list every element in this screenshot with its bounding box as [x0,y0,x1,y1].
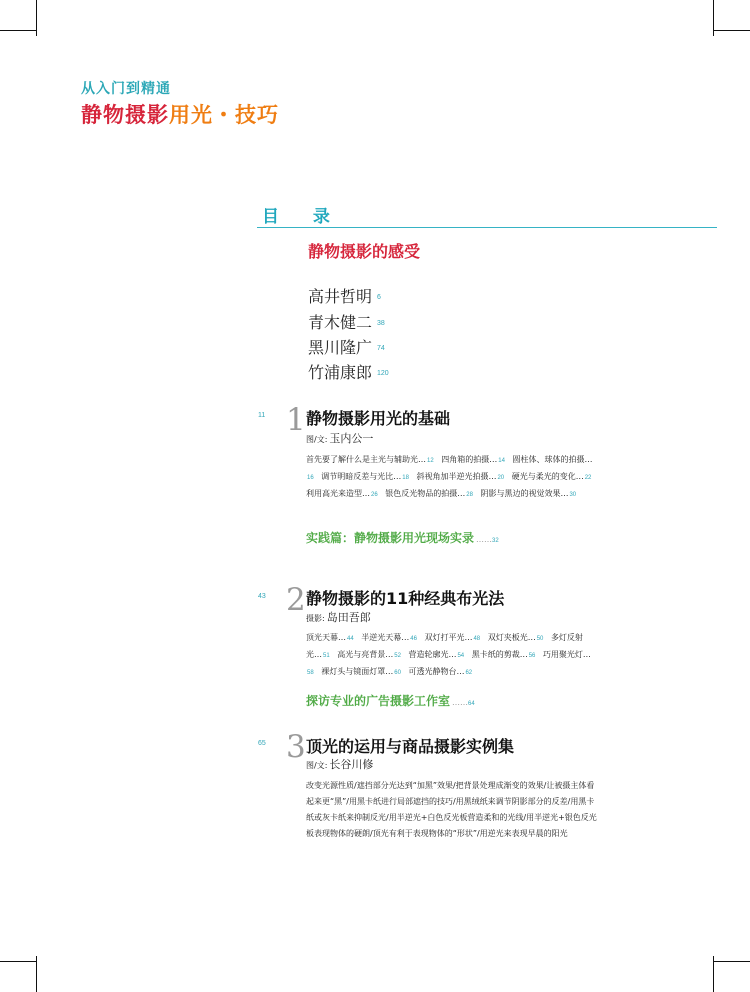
item-page: 28 [466,492,473,498]
item-page: 26 [371,492,378,498]
item-page: 16 [307,475,314,481]
item-text: 利用高光来造型… [306,489,370,498]
item-page: 12 [427,458,434,464]
credit-name: 岛田吾郎 [326,611,371,624]
credit-label: 图/文: [306,435,328,444]
author-name: 竹浦康郎 [308,363,373,382]
credit-label: 图/文: [306,761,328,770]
toc-item[interactable] [306,633,359,642]
item-page: 54 [457,653,465,659]
toc-item[interactable] [408,650,469,659]
author-name: 青木健二 [308,313,373,332]
item-page: 30 [569,492,577,498]
toc-item[interactable] [408,667,477,676]
item-page: 22 [584,475,592,481]
toc-item[interactable] [488,633,549,642]
crop-mark [713,0,714,36]
item-page: 46 [410,636,417,642]
item-text: 调节明暗反差与光比… [321,472,402,481]
item-text: 黑卡纸的剪裁… [471,650,528,659]
item-text: 双灯夹板光… [487,633,536,642]
feature-heading: 静物摄影的感受 [308,242,421,261]
chapter-start-page: 11 [258,412,266,419]
toc-item[interactable] [424,633,485,642]
chapter-items [306,630,598,681]
item-page: 18 [402,475,409,481]
studio-visit-page: 64 [468,701,475,707]
toc-item[interactable] [512,472,597,481]
page-number: 74 [377,345,385,352]
crop-mark [0,961,36,962]
chapter-title[interactable]: 顶光的运用与商品摄影实例集 [306,737,515,756]
page-number: 6 [377,294,381,301]
chapter-title[interactable]: 静物摄影用光的基础 [306,409,451,428]
chapter-start-page: 43 [258,593,266,600]
author-entry[interactable] [308,360,389,383]
author-entry[interactable] [308,310,385,333]
studio-visit-title: 探访专业的广告摄影工作室 [306,694,451,708]
toc-item[interactable] [321,472,414,481]
item-text: 巧用聚光灯… [542,650,591,659]
item-page: 62 [465,670,473,676]
crop-mark [714,30,750,31]
page-number: 38 [377,320,385,327]
item-page: 56 [528,653,536,659]
item-text: 高光与亮背景… [337,650,394,659]
item-text: 多灯反射光… [306,633,583,659]
crop-mark [713,956,714,992]
toc-item[interactable] [416,472,509,481]
chapter-number: 2 [286,582,306,618]
item-page: 58 [307,670,314,676]
book-title-part2: 用光・技巧 [169,103,279,127]
author-entry[interactable] [308,284,381,307]
toc-divider [257,227,717,228]
toc-item[interactable] [337,650,406,659]
item-text: 首先要了解什么是主光与辅助光… [306,455,426,464]
toc-item[interactable] [441,455,510,464]
book-title [81,99,279,129]
toc-item[interactable] [480,489,581,498]
author-name: 黑川隆广 [308,338,373,357]
item-page: 52 [394,653,401,659]
toc-item[interactable] [361,633,422,642]
chapter-items [306,452,598,503]
item-text: 四角箱的拍摄… [441,455,498,464]
crop-mark [36,0,37,36]
item-page: 50 [536,636,544,642]
credit-name: 玉内公一 [329,432,374,445]
item-page: 20 [497,475,505,481]
chapter-credit [306,756,373,772]
toc-item[interactable] [472,650,541,659]
toc-item[interactable] [306,489,383,498]
crop-mark [0,30,36,31]
item-text: 可透光静物台… [408,667,465,676]
item-text: 半逆光天幕… [361,633,410,642]
toc-item[interactable] [385,489,478,498]
item-page: 14 [498,458,505,464]
item-page: 51 [323,653,330,659]
practice-section-link[interactable]: 实践篇：静物摄影用光现场实录 ……32 [306,531,499,545]
credit-label: 摄影: [306,614,325,623]
practice-page: 32 [492,538,499,544]
item-text: 裸灯头与镜面灯罩… [321,667,394,676]
chapter-credit [306,430,373,446]
toc-heading: 目 录 [262,207,344,227]
credit-name: 长谷川修 [329,758,374,771]
item-text: 营造轮廓光… [408,650,457,659]
studio-visit-link[interactable]: 探访专业的广告摄影工作室 ……64 [306,694,475,708]
series-title: 从入门到精通 [81,81,171,97]
item-text: 顶光天幕… [306,633,346,642]
item-text: 斜视角加半逆光拍摄… [416,472,497,481]
toc-item[interactable] [321,667,406,676]
crop-mark [714,961,750,962]
page-number: 120 [377,370,389,377]
practice-title: 实践篇：静物摄影用光现场实录 [306,531,475,545]
item-page: 48 [473,636,481,642]
author-name: 高井哲明 [308,287,373,306]
item-page: 44 [347,636,354,642]
chapter-start-page: 65 [258,740,266,747]
item-text: 银色反光物品的拍摄… [385,489,466,498]
author-entry[interactable] [308,335,385,358]
chapter-number: 3 [286,729,306,765]
item-text: 硬光与柔光的变化… [511,472,584,481]
book-title-part1: 静物摄影 [81,103,169,127]
item-text: 圆柱体、球体的拍摄… [512,455,593,464]
chapter-number: 1 [286,402,306,438]
item-text: 阴影与黑边的视觉效果… [480,489,569,498]
item-text: 双灯打平光… [424,633,473,642]
chapter-title[interactable]: 静物摄影的11种经典布光法 [306,589,505,608]
item-page: 60 [394,670,401,676]
crop-mark [36,956,37,992]
toc-item[interactable] [306,455,439,464]
chapter-description: 改变光源性质/遮挡部分光达到“加黑”效果/把背景处理成渐变的效果/让被摄主体看起来更“黑”/用黑卡纸进行局部遮挡的技巧/用黑绒纸来调节阴影部分的反差/用黑卡纸或灰卡纸来抑制反光/用半逆光+白色反光板营造柔和的光线/用半逆光+银色反光板表现物体的硬朗/顶光有利于表现物体的“形状”/用逆光来表现早晨的阳光 [306,781,597,838]
chapter-credit [306,609,371,625]
